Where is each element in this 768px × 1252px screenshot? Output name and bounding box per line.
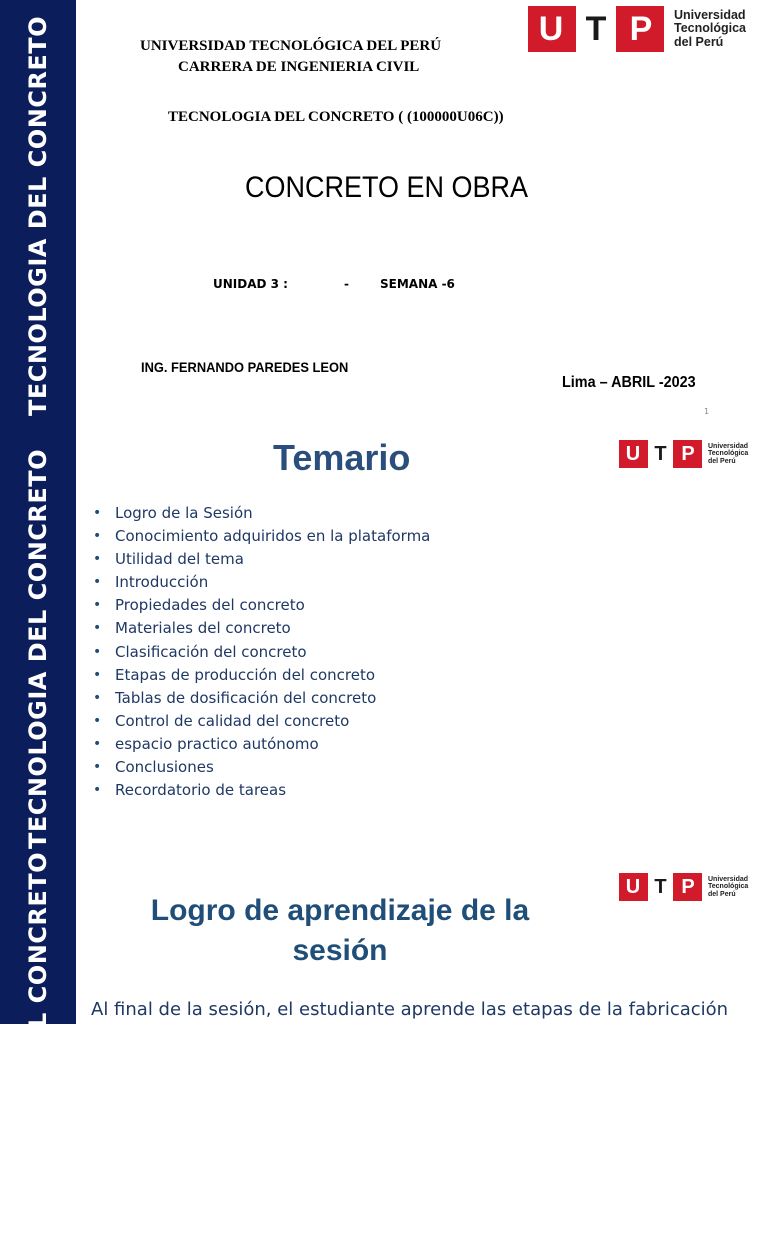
utp-logo-mark — [619, 873, 702, 901]
list-item: • Tablas de dosificación del concreto — [90, 687, 430, 710]
logo-institution — [708, 876, 748, 898]
list-item: • Utilidad del tema — [90, 548, 430, 571]
logo-letter-t: T — [576, 6, 616, 52]
list-item: • Logro de la Sesión — [90, 502, 430, 525]
logo-line-3: del Perú — [708, 890, 736, 898]
unit-dash: - — [344, 277, 349, 291]
presentation-title: CONCRETO EN OBRA — [245, 171, 529, 204]
logo-letter-t: T — [648, 873, 673, 901]
logo-letter-u: U — [619, 873, 647, 901]
list-item: • Materiales del concreto — [90, 617, 430, 640]
cover-slide — [0, 0, 768, 432]
temario-title: Temario — [273, 437, 411, 478]
utp-logo-mark — [528, 6, 664, 52]
logo-letter-p: P — [674, 873, 702, 901]
topic-list — [90, 502, 430, 802]
list-item: • Introducción — [90, 571, 430, 594]
place-date: Lima – ABRIL -2023 — [562, 374, 696, 391]
logo-institution — [708, 443, 748, 465]
logo-letter-p: P — [618, 6, 664, 52]
logro-title-line-2: sesión — [292, 934, 388, 967]
week-label: SEMANA -6 — [380, 277, 455, 291]
unit-label: UNIDAD 3 : — [213, 277, 288, 291]
career-name: CARRERA DE INGENIERIA CIVIL — [178, 59, 420, 75]
sidebar-band — [0, 0, 76, 432]
logro-title — [115, 891, 565, 971]
logo-line-2: Tecnológica — [708, 883, 749, 891]
sidebar-label: TECNOLOGIA DEL CONCRETO — [24, 15, 52, 417]
logo-letter-p: P — [674, 440, 702, 468]
logo-line-1: Universidad — [708, 442, 749, 450]
list-item: • Etapas de producción del concreto — [90, 664, 430, 687]
page-number: 1 — [704, 407, 710, 416]
logo-line-1: Universidad — [708, 875, 749, 883]
utp-logo-small — [619, 440, 748, 468]
teacher-name: ING. FERNANDO PAREDES LEON — [141, 359, 349, 375]
list-item: • Propiedades del concreto — [90, 594, 430, 617]
list-item: • Recordatorio de tareas — [90, 779, 430, 802]
logo-line-3: del Perú — [708, 457, 736, 465]
utp-logo — [528, 6, 746, 52]
logo-line-2: Tecnológica — [674, 21, 747, 36]
sidebar-label: TECNOLOGIA DEL CONCRETO — [24, 851, 52, 1252]
logo-line-3: del Perú — [674, 34, 724, 49]
logo-line-2: Tecnológica — [708, 450, 749, 458]
temario-slide — [0, 432, 768, 865]
university-name: UNIVERSIDAD TECNOLÓGICA DEL PERÚ — [140, 38, 442, 54]
sidebar-band — [0, 432, 76, 865]
list-item: • Conocimiento adquiridos en la plataforma — [90, 525, 430, 548]
logo-institution — [674, 9, 746, 48]
list-item: • espacio practico autónomo — [90, 733, 430, 756]
logo-letter-u: U — [528, 6, 574, 52]
logo-letter-t: T — [648, 440, 673, 468]
course-name: TECNOLOGIA DEL CONCRETO ( (100000U06C)) — [168, 109, 504, 125]
list-item: • Clasificación del concreto — [90, 641, 430, 664]
list-item: • Control de calidad del concreto — [90, 710, 430, 733]
utp-logo-small — [619, 873, 748, 901]
logro-title-line-1: Logro de aprendizaje de la — [150, 894, 530, 927]
utp-logo-mark — [619, 440, 702, 468]
list-item: • Conclusiones — [90, 756, 430, 779]
sidebar-band — [0, 851, 76, 1252]
logro-text: Al final de la sesión, el estudiante aprende las etapas de la fabricación — [91, 999, 729, 1020]
logo-letter-u: U — [619, 440, 647, 468]
sidebar-label: TECNOLOGIA DEL CONCRETO — [24, 448, 52, 849]
logo-line-1: Universidad — [674, 8, 746, 23]
